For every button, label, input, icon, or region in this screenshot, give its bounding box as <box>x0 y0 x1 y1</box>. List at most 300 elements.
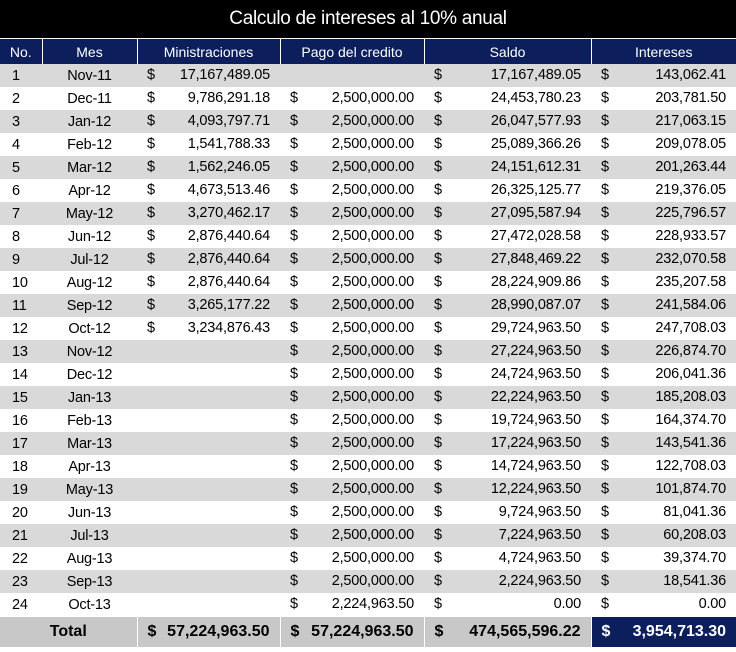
row-month: Feb-12 <box>42 133 137 156</box>
row-pago-cell <box>280 133 424 156</box>
row-ministracion-cell <box>137 409 280 432</box>
table-row <box>0 317 736 340</box>
row-number: 18 <box>0 455 42 478</box>
row-month: Apr-13 <box>42 455 137 478</box>
currency-symbol: $ <box>290 458 298 474</box>
table-row <box>0 432 736 455</box>
row-pago-cell <box>280 478 424 501</box>
row-pago: 2,500,000.00 <box>331 573 414 589</box>
row-pago: 2,500,000.00 <box>331 274 414 290</box>
row-pago-cell <box>280 110 424 133</box>
row-pago-cell <box>280 87 424 110</box>
row-saldo-cell <box>424 87 591 110</box>
currency-symbol: $ <box>434 596 442 612</box>
table-row <box>0 340 736 363</box>
row-pago: 2,500,000.00 <box>331 458 414 474</box>
row-saldo-cell <box>424 248 591 271</box>
total-intereses: 3,954,713.30 <box>632 623 726 640</box>
currency-symbol: $ <box>601 343 609 359</box>
row-saldo-cell <box>424 478 591 501</box>
row-intereses-cell <box>591 248 736 271</box>
table-body <box>0 64 736 617</box>
currency-symbol: $ <box>601 205 609 221</box>
row-ministracion-cell <box>137 501 280 524</box>
row-saldo: 19,724,963.50 <box>490 412 581 428</box>
header-row <box>0 39 736 65</box>
currency-symbol: $ <box>290 573 298 589</box>
row-ministracion-cell <box>137 593 280 617</box>
row-saldo-cell <box>424 294 591 317</box>
row-number: 4 <box>0 133 42 156</box>
row-pago: 2,500,000.00 <box>331 113 414 129</box>
row-ministracion-cell <box>137 64 280 87</box>
row-pago: 2,500,000.00 <box>331 527 414 543</box>
row-number: 21 <box>0 524 42 547</box>
row-intereses-cell <box>591 110 736 133</box>
table-row <box>0 110 736 133</box>
currency-symbol: $ <box>434 504 442 520</box>
table-row <box>0 455 736 478</box>
currency-symbol: $ <box>434 297 442 313</box>
row-ministracion-cell <box>137 87 280 110</box>
currency-symbol: $ <box>601 274 609 290</box>
row-saldo-cell <box>424 179 591 202</box>
row-saldo: 24,453,780.23 <box>490 90 581 106</box>
table-row <box>0 87 736 110</box>
row-number: 15 <box>0 386 42 409</box>
row-saldo: 24,151,612.31 <box>490 159 581 175</box>
row-intereses-cell <box>591 547 736 570</box>
row-month: May-13 <box>42 478 137 501</box>
row-intereses: 232,070.58 <box>655 251 726 267</box>
row-ministracion-cell <box>137 570 280 593</box>
row-saldo-cell <box>424 133 591 156</box>
currency-symbol: $ <box>290 623 300 640</box>
row-month: Sep-12 <box>42 294 137 317</box>
row-pago-cell <box>280 386 424 409</box>
column-header-ministraciones: Ministraciones <box>137 39 280 65</box>
row-ministracion-cell <box>137 179 280 202</box>
row-ministracion: 1,541,788.33 <box>187 136 270 152</box>
row-number: 9 <box>0 248 42 271</box>
row-ministracion-cell <box>137 248 280 271</box>
row-month: Mar-12 <box>42 156 137 179</box>
currency-symbol: $ <box>290 596 298 612</box>
row-saldo-cell <box>424 432 591 455</box>
row-intereses: 206,041.36 <box>655 366 726 382</box>
currency-symbol: $ <box>601 481 609 497</box>
row-number: 2 <box>0 87 42 110</box>
row-number: 8 <box>0 225 42 248</box>
currency-symbol: $ <box>434 274 442 290</box>
row-number: 12 <box>0 317 42 340</box>
row-ministracion-cell <box>137 110 280 133</box>
row-saldo: 9,724,963.50 <box>498 504 581 520</box>
total-pago: 57,224,963.50 <box>311 623 414 640</box>
row-intereses: 39,374.70 <box>663 550 726 566</box>
currency-symbol: $ <box>434 573 442 589</box>
row-saldo-cell <box>424 363 591 386</box>
currency-symbol: $ <box>290 504 298 520</box>
row-saldo-cell <box>424 386 591 409</box>
row-ministracion: 2,876,440.64 <box>187 228 270 244</box>
currency-symbol: $ <box>434 320 442 336</box>
row-intereses: 185,208.03 <box>655 389 726 405</box>
row-intereses-cell <box>591 202 736 225</box>
row-month: Mar-13 <box>42 432 137 455</box>
row-number: 14 <box>0 363 42 386</box>
row-ministracion-cell <box>137 547 280 570</box>
currency-symbol: $ <box>290 274 298 290</box>
currency-symbol: $ <box>290 182 298 198</box>
row-intereses: 143,062.41 <box>655 67 726 83</box>
currency-symbol: $ <box>147 228 155 244</box>
row-ministracion-cell <box>137 340 280 363</box>
currency-symbol: $ <box>601 458 609 474</box>
total-saldo-cell <box>424 617 591 648</box>
row-pago: 2,500,000.00 <box>331 389 414 405</box>
row-pago-cell <box>280 409 424 432</box>
row-ministracion: 3,270,462.17 <box>187 205 270 221</box>
currency-symbol: $ <box>290 136 298 152</box>
table-row <box>0 501 736 524</box>
row-intereses-cell <box>591 386 736 409</box>
currency-symbol: $ <box>147 113 155 129</box>
row-pago-cell <box>280 455 424 478</box>
row-saldo: 12,224,963.50 <box>490 481 581 497</box>
row-saldo: 24,724,963.50 <box>490 366 581 382</box>
currency-symbol: $ <box>147 159 155 175</box>
column-header-intereses: Intereses <box>591 39 736 65</box>
row-month: Feb-13 <box>42 409 137 432</box>
row-intereses: 0.00 <box>698 596 726 612</box>
row-intereses-cell <box>591 340 736 363</box>
row-saldo-cell <box>424 501 591 524</box>
row-saldo-cell <box>424 225 591 248</box>
row-pago: 2,500,000.00 <box>331 136 414 152</box>
row-pago: 2,224,963.50 <box>331 596 414 612</box>
row-ministracion-cell <box>137 386 280 409</box>
currency-symbol: $ <box>601 389 609 405</box>
row-pago-cell <box>280 340 424 363</box>
table-row <box>0 225 736 248</box>
row-month: Dec-12 <box>42 363 137 386</box>
row-number: 13 <box>0 340 42 363</box>
currency-symbol: $ <box>601 412 609 428</box>
row-number: 7 <box>0 202 42 225</box>
row-pago: 2,500,000.00 <box>331 320 414 336</box>
currency-symbol: $ <box>290 251 298 267</box>
table-row <box>0 386 736 409</box>
currency-symbol: $ <box>290 366 298 382</box>
row-pago-cell <box>280 179 424 202</box>
currency-symbol: $ <box>601 113 609 129</box>
row-month: Jan-12 <box>42 110 137 133</box>
row-month: May-12 <box>42 202 137 225</box>
row-intereses: 241,584.06 <box>655 297 726 313</box>
row-pago: 2,500,000.00 <box>331 251 414 267</box>
row-intereses-cell <box>591 87 736 110</box>
row-intereses-cell <box>591 409 736 432</box>
currency-symbol: $ <box>290 550 298 566</box>
row-intereses-cell <box>591 432 736 455</box>
table-row <box>0 478 736 501</box>
currency-symbol: $ <box>434 228 442 244</box>
row-pago-cell <box>280 363 424 386</box>
row-saldo: 28,224,909.86 <box>490 274 581 290</box>
currency-symbol: $ <box>601 136 609 152</box>
row-month: Aug-12 <box>42 271 137 294</box>
currency-symbol: $ <box>147 90 155 106</box>
currency-symbol: $ <box>290 205 298 221</box>
row-saldo: 28,990,087.07 <box>490 297 581 313</box>
currency-symbol: $ <box>147 297 155 313</box>
row-month: Jul-13 <box>42 524 137 547</box>
currency-symbol: $ <box>601 527 609 543</box>
row-saldo-cell <box>424 547 591 570</box>
row-ministracion: 3,265,177.22 <box>187 297 270 313</box>
row-number: 22 <box>0 547 42 570</box>
currency-symbol: $ <box>290 527 298 543</box>
row-saldo: 27,224,963.50 <box>490 343 581 359</box>
row-ministracion: 9,786,291.18 <box>187 90 270 106</box>
row-intereses-cell <box>591 478 736 501</box>
row-month: Apr-12 <box>42 179 137 202</box>
row-saldo: 27,472,028.58 <box>490 228 581 244</box>
row-pago-cell <box>280 202 424 225</box>
row-number: 19 <box>0 478 42 501</box>
row-saldo-cell <box>424 202 591 225</box>
table-row <box>0 156 736 179</box>
total-ministraciones-cell <box>137 617 280 648</box>
row-ministracion-cell <box>137 271 280 294</box>
row-pago-cell <box>280 225 424 248</box>
row-pago: 2,500,000.00 <box>331 504 414 520</box>
row-intereses-cell <box>591 570 736 593</box>
row-ministracion: 2,876,440.64 <box>187 251 270 267</box>
currency-symbol: $ <box>601 623 611 640</box>
row-month: Jun-13 <box>42 501 137 524</box>
currency-symbol: $ <box>434 67 442 83</box>
row-intereses: 247,708.03 <box>655 320 726 336</box>
row-intereses: 164,374.70 <box>655 412 726 428</box>
total-saldo: 474,565,596.22 <box>469 623 581 640</box>
total-label: Total <box>0 617 137 648</box>
currency-symbol: $ <box>290 228 298 244</box>
row-intereses: 203,781.50 <box>655 90 726 106</box>
row-saldo: 14,724,963.50 <box>490 458 581 474</box>
currency-symbol: $ <box>147 136 155 152</box>
table-row <box>0 409 736 432</box>
row-pago-cell <box>280 271 424 294</box>
totals-row <box>0 617 736 648</box>
row-intereses-cell <box>591 501 736 524</box>
currency-symbol: $ <box>434 527 442 543</box>
currency-symbol: $ <box>434 481 442 497</box>
row-intereses: 209,078.05 <box>655 136 726 152</box>
row-ministracion-cell <box>137 294 280 317</box>
currency-symbol: $ <box>601 182 609 198</box>
row-month: Dec-11 <box>42 87 137 110</box>
table-row <box>0 202 736 225</box>
row-pago-cell <box>280 248 424 271</box>
row-saldo: 2,224,963.50 <box>498 573 581 589</box>
currency-symbol: $ <box>434 136 442 152</box>
row-intereses-cell <box>591 271 736 294</box>
row-pago: 2,500,000.00 <box>331 159 414 175</box>
row-intereses-cell <box>591 363 736 386</box>
row-intereses-cell <box>591 64 736 87</box>
currency-symbol: $ <box>434 389 442 405</box>
currency-symbol: $ <box>434 366 442 382</box>
row-pago-cell <box>280 432 424 455</box>
row-intereses: 219,376.05 <box>655 182 726 198</box>
row-saldo-cell <box>424 570 591 593</box>
row-ministracion-cell <box>137 432 280 455</box>
column-header-pago: Pago del credito <box>280 39 424 65</box>
row-number: 5 <box>0 156 42 179</box>
row-saldo: 0.00 <box>553 596 581 612</box>
currency-symbol: $ <box>601 435 609 451</box>
row-ministracion-cell <box>137 202 280 225</box>
total-intereses-cell <box>591 617 736 648</box>
currency-symbol: $ <box>601 228 609 244</box>
row-number: 24 <box>0 593 42 617</box>
currency-symbol: $ <box>290 389 298 405</box>
currency-symbol: $ <box>147 274 155 290</box>
currency-symbol: $ <box>434 182 442 198</box>
currency-symbol: $ <box>147 205 155 221</box>
total-pago-cell <box>280 617 424 648</box>
row-number: 6 <box>0 179 42 202</box>
row-number: 17 <box>0 432 42 455</box>
row-ministracion: 1,562,246.05 <box>187 159 270 175</box>
row-intereses-cell <box>591 156 736 179</box>
currency-symbol: $ <box>290 90 298 106</box>
row-intereses: 60,208.03 <box>663 527 726 543</box>
table-row <box>0 179 736 202</box>
row-pago: 2,500,000.00 <box>331 481 414 497</box>
currency-symbol: $ <box>147 623 157 640</box>
row-saldo: 17,167,489.05 <box>490 67 581 83</box>
table-row <box>0 64 736 87</box>
row-intereses-cell <box>591 524 736 547</box>
row-saldo: 7,224,963.50 <box>498 527 581 543</box>
currency-symbol: $ <box>601 297 609 313</box>
row-pago-cell <box>280 524 424 547</box>
table-row <box>0 271 736 294</box>
row-pago-cell <box>280 547 424 570</box>
row-number: 10 <box>0 271 42 294</box>
table-row <box>0 593 736 617</box>
row-intereses: 101,874.70 <box>655 481 726 497</box>
row-saldo-cell <box>424 593 591 617</box>
row-pago: 2,500,000.00 <box>331 228 414 244</box>
currency-symbol: $ <box>434 623 444 640</box>
currency-symbol: $ <box>290 320 298 336</box>
row-saldo: 17,224,963.50 <box>490 435 581 451</box>
table-row <box>0 363 736 386</box>
column-header-no: No. <box>0 39 42 65</box>
row-intereses-cell <box>591 133 736 156</box>
row-ministracion-cell <box>137 133 280 156</box>
currency-symbol: $ <box>601 251 609 267</box>
row-pago: 2,500,000.00 <box>331 412 414 428</box>
row-ministracion: 17,167,489.05 <box>179 67 270 83</box>
row-saldo: 29,724,963.50 <box>490 320 581 336</box>
currency-symbol: $ <box>434 343 442 359</box>
row-ministracion: 2,876,440.64 <box>187 274 270 290</box>
currency-symbol: $ <box>601 67 609 83</box>
row-ministracion-cell <box>137 524 280 547</box>
currency-symbol: $ <box>434 251 442 267</box>
row-pago-cell <box>280 593 424 617</box>
row-ministracion-cell <box>137 156 280 179</box>
row-saldo-cell <box>424 271 591 294</box>
currency-symbol: $ <box>290 113 298 129</box>
row-pago-cell <box>280 501 424 524</box>
row-number: 1 <box>0 64 42 87</box>
row-pago: 2,500,000.00 <box>331 366 414 382</box>
currency-symbol: $ <box>147 182 155 198</box>
table-row <box>0 524 736 547</box>
row-intereses-cell <box>591 317 736 340</box>
currency-symbol: $ <box>147 320 155 336</box>
row-saldo: 26,325,125.77 <box>490 182 581 198</box>
row-month: Nov-12 <box>42 340 137 363</box>
currency-symbol: $ <box>434 550 442 566</box>
row-pago: 2,500,000.00 <box>331 435 414 451</box>
table-row <box>0 294 736 317</box>
column-header-mes: Mes <box>42 39 137 65</box>
interest-table <box>0 38 736 647</box>
row-pago-cell <box>280 317 424 340</box>
row-saldo: 27,095,587.94 <box>490 205 581 221</box>
row-number: 16 <box>0 409 42 432</box>
currency-symbol: $ <box>601 320 609 336</box>
currency-symbol: $ <box>601 504 609 520</box>
currency-symbol: $ <box>434 412 442 428</box>
row-intereses: 143,541.36 <box>655 435 726 451</box>
row-intereses: 18,541.36 <box>663 573 726 589</box>
row-saldo-cell <box>424 409 591 432</box>
row-saldo-cell <box>424 317 591 340</box>
currency-symbol: $ <box>434 90 442 106</box>
row-intereses-cell <box>591 455 736 478</box>
row-pago-cell <box>280 570 424 593</box>
row-number: 20 <box>0 501 42 524</box>
row-saldo-cell <box>424 110 591 133</box>
row-saldo: 22,224,963.50 <box>490 389 581 405</box>
row-month: Sep-13 <box>42 570 137 593</box>
row-pago: 2,500,000.00 <box>331 182 414 198</box>
row-saldo: 4,724,963.50 <box>498 550 581 566</box>
row-intereses: 235,207.58 <box>655 274 726 290</box>
sheet-title: Calculo de intereses al 10% anual <box>0 0 736 38</box>
currency-symbol: $ <box>147 67 155 83</box>
currency-symbol: $ <box>290 481 298 497</box>
row-number: 11 <box>0 294 42 317</box>
row-month: Oct-12 <box>42 317 137 340</box>
row-intereses: 122,708.03 <box>655 458 726 474</box>
row-ministracion-cell <box>137 317 280 340</box>
currency-symbol: $ <box>601 366 609 382</box>
row-month: Jan-13 <box>42 386 137 409</box>
row-ministracion-cell <box>137 225 280 248</box>
row-intereses: 228,933.57 <box>655 228 726 244</box>
row-pago: 2,500,000.00 <box>331 550 414 566</box>
currency-symbol: $ <box>290 412 298 428</box>
